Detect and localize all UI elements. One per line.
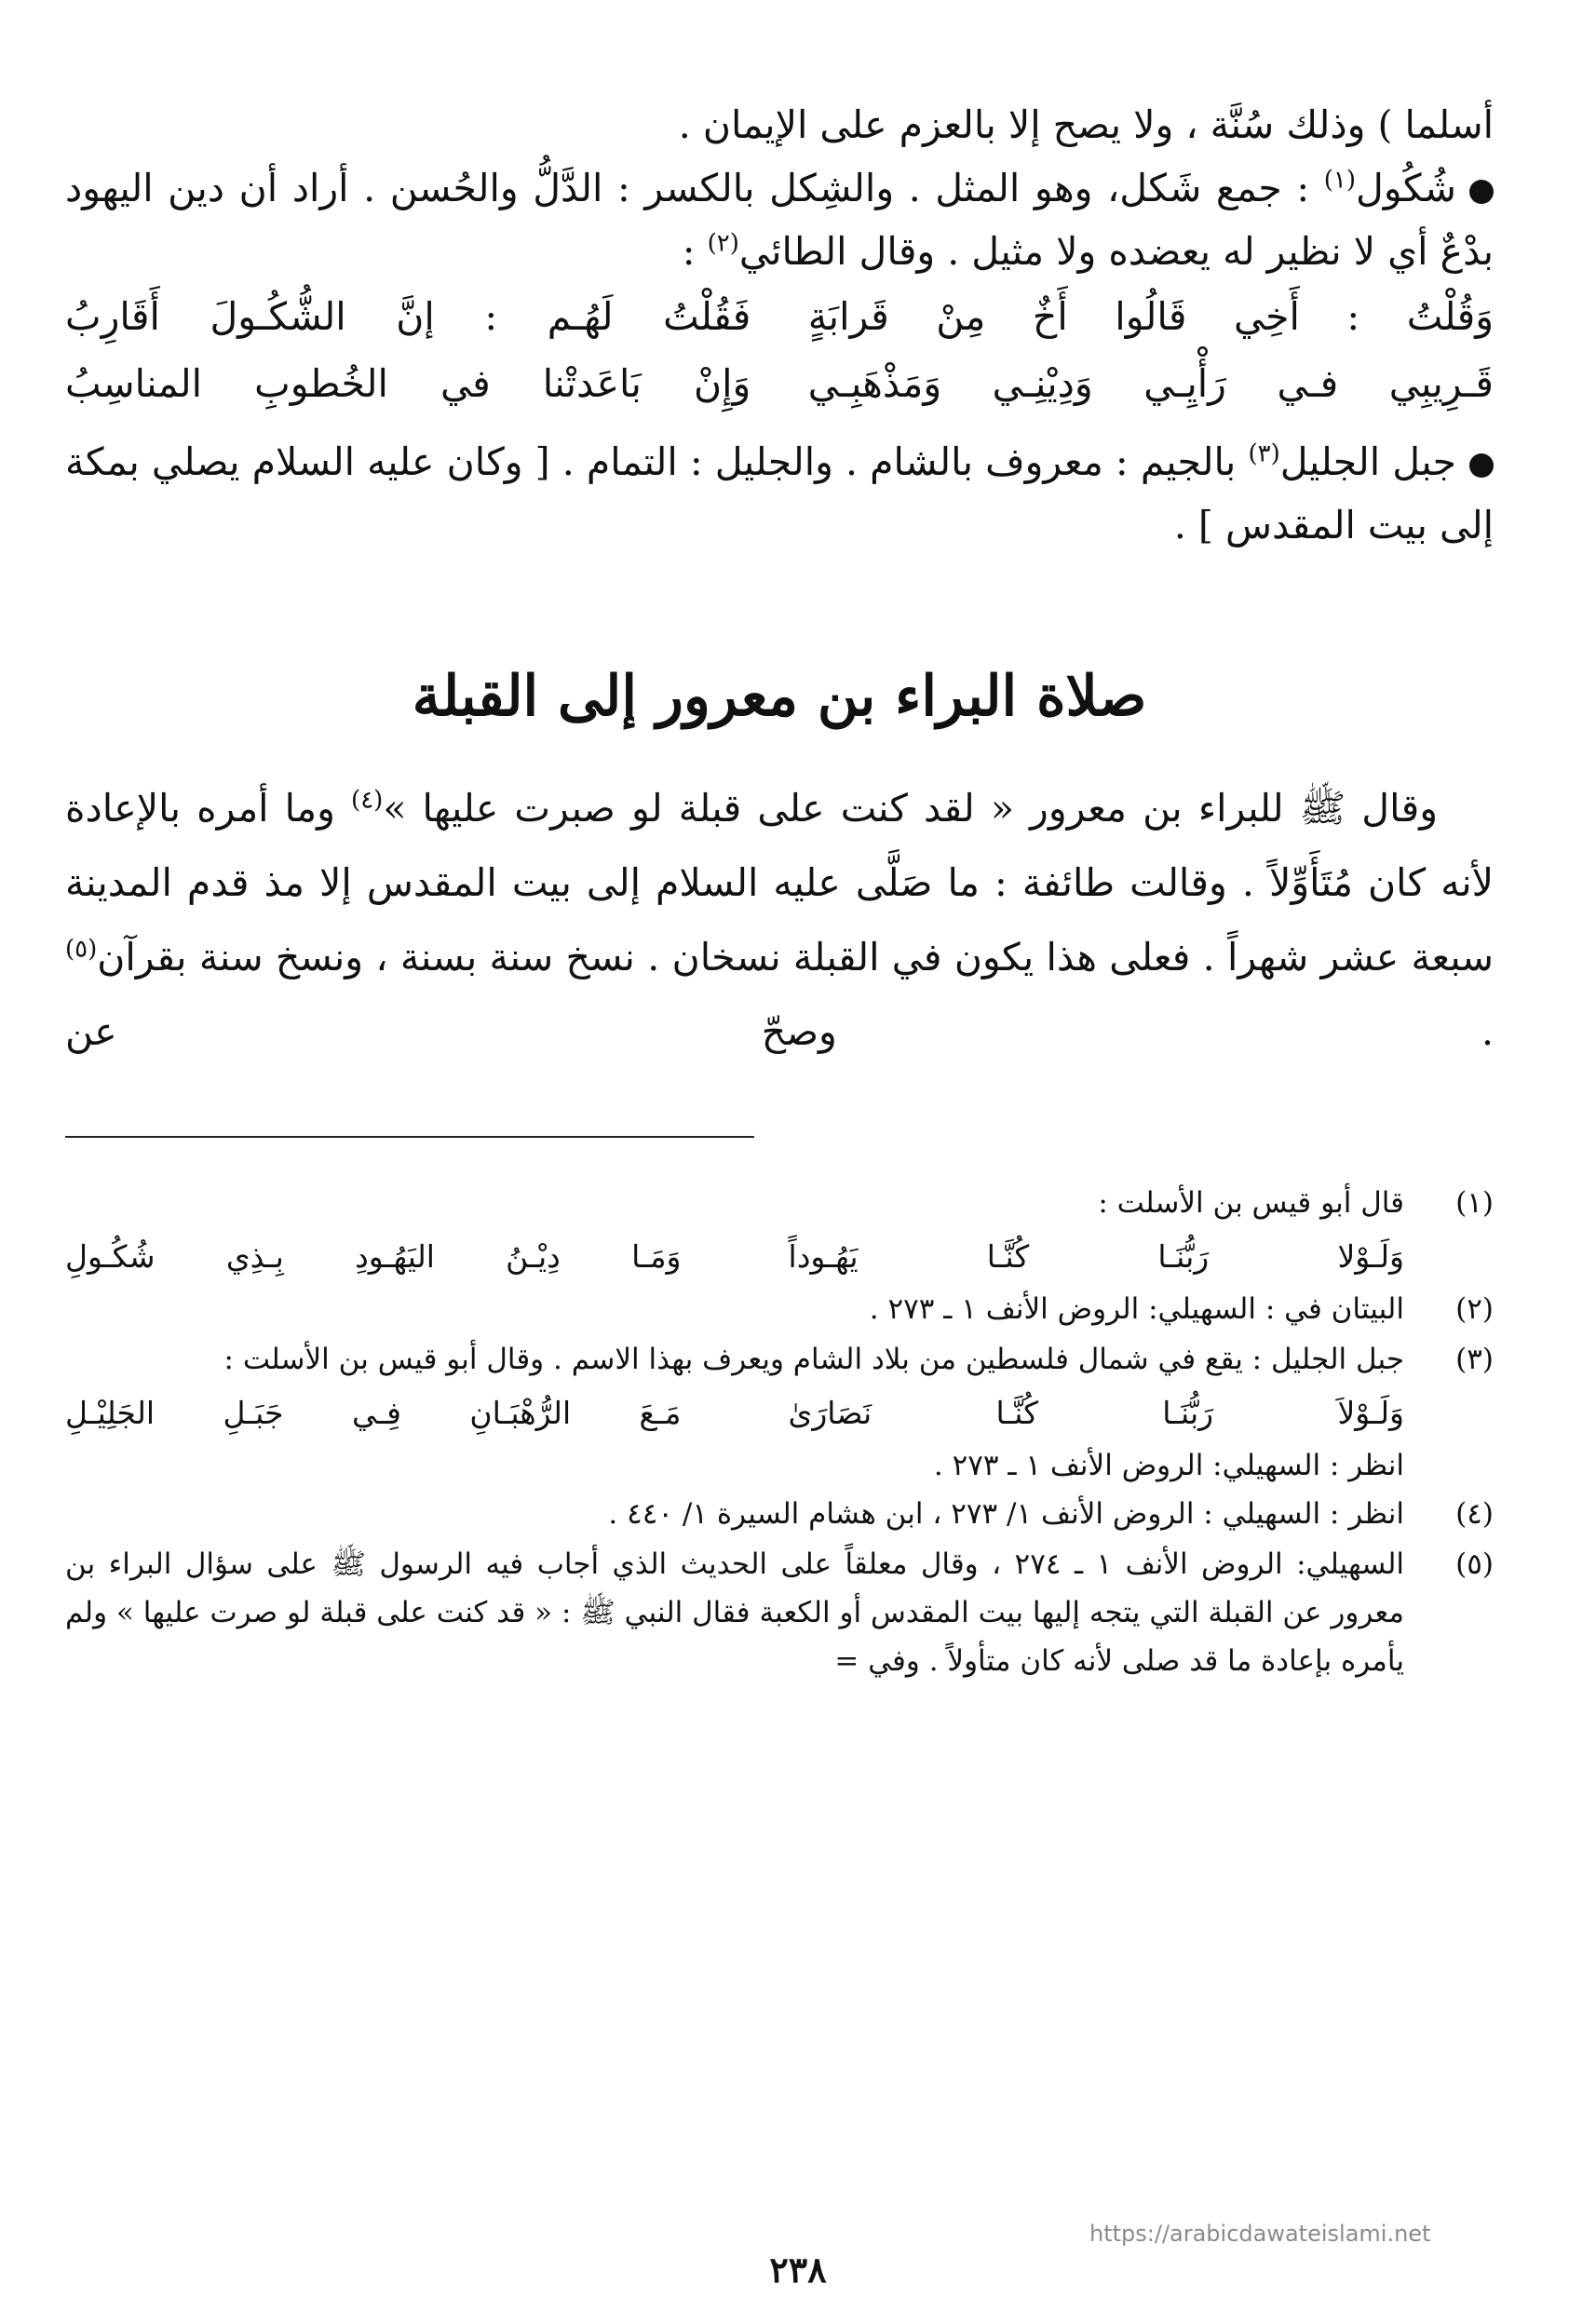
- hemistich-right: وَلَـوْلاَ رَبُّنَـا كُنَّـا نَصَارَىٰ: [788, 1395, 1404, 1431]
- section-text-1: وقال ﷺ للبراء بن معرور « لقد كنت على قبلة لو صبرت عليها »: [383, 786, 1438, 831]
- footnote-3-source: انظر : السهيلي: الروض الأنف ١ ـ ٢٧٣ .: [933, 1449, 1404, 1482]
- section-text-2: وما أمره بالإعادة لأنه كان مُتَأَوِّلاً . وقالت طائفة : ما صَلَّى عليه السلام إلى بيت المقدس إلا مذ قدم المدينة سبعة عشر شهراً . فعلى هذا يكون في القبلة نسخان . نسخ سنة بسنة ، ونسخ سنة بقرآن: [65, 786, 1494, 980]
- hemistich-right: وَقُلْتُ : أَخِي قَالُوا أَخٌ مِنْ قَرابَةٍ: [807, 294, 1494, 339]
- paragraph-shukul-end: :: [682, 229, 696, 274]
- bullet-icon: [1469, 453, 1494, 478]
- hemistich-left: وَمَـا دِيْـنُ اليَهُـودِ بِـذِي شُكُـولِ: [65, 1238, 682, 1275]
- footnote-number: (٢): [1455, 1292, 1494, 1326]
- footnote-text: السهيلي: الروض الأنف ١ ـ ٢٧٤ ، وقال معلقاً على الحديث الذي أجاب فيه الرسول ﷺ على سؤال البراء بن معرور عن القبلة التي يتجه إليها بيت المقدس أو الكعبة فقال النبي ﷺ : « قد كنت على قبلة لو صرت عليها » ولم يأمره بإعادة ما قد صلى لأنه كان متأولاً . وفي =: [65, 1547, 1405, 1678]
- watermark-url: https://arabicdawateislami.net: [1089, 2221, 1431, 2247]
- footnotes: [65, 1179, 1494, 1685]
- footnote-text: البيتان في : السهيلي: الروض الأنف ١ ـ ٢٧٣ .: [869, 1292, 1404, 1326]
- bullet-icon: [1469, 180, 1494, 204]
- footnote-number: (١): [1455, 1186, 1494, 1220]
- footnote-3: [65, 1335, 1494, 1384]
- footnote-ref: (٢): [707, 229, 739, 258]
- section-text-3: . وصحّ عن: [65, 1009, 1494, 1054]
- hemistich-right: وَلَـوْلا رَبُّنَـا كُنَّـا يَهُـوداً: [788, 1238, 1404, 1275]
- footnote-number: (٥): [1455, 1547, 1494, 1581]
- section-title: صلاة البراء بن معرور إلى القبلة: [412, 664, 1147, 729]
- hemistich-right: قَـرِيبِي فـي رَأْيِـي وَدِيْنِـي وَمَذْهَبِـي: [807, 361, 1494, 406]
- footnote-ref: (٤): [351, 786, 384, 815]
- hemistich-left: فَقُلْتُ لَهُـم : إنَّ الشُّكُـولَ أَقَارِبُ: [65, 294, 751, 339]
- section-paragraph: [65, 771, 1494, 1069]
- section-body: [65, 771, 1494, 1069]
- hemistich-left: وَإِنْ بَاعَدتْنا في الخُطوبِ المناسِبُ: [65, 361, 751, 406]
- footnote-1-verse: [65, 1229, 1494, 1285]
- hemistich-left: مَـعَ الرُّهْبَـانِ فِـي جَبَـلِ الجَلِيْـلِ: [65, 1395, 682, 1431]
- footnote-5: [65, 1540, 1494, 1685]
- term-shukul: شُكُول: [1356, 166, 1456, 210]
- paragraph-jabal-text: بالجيم : معروف بالشام . والجليل : التمام . [ وكان عليه السلام يصلي بمكة إلى بيت المقدس ] .: [65, 439, 1494, 547]
- footnote-text: قال أبو قيس بن الأسلت :: [1098, 1186, 1404, 1220]
- footnote-4: [65, 1490, 1494, 1538]
- footnote-number: (٣): [1455, 1343, 1494, 1376]
- footnote-text: جبل الجليل : يقع في شمال فلسطين من بلاد الشام ويعرف بهذا الاسم . وقال أبو قيس بن الأسلت :: [223, 1343, 1404, 1376]
- paragraph-shukul: [65, 156, 1494, 283]
- footnote-1: [65, 1179, 1494, 1227]
- footnote-ref: (٣): [1248, 439, 1280, 468]
- paragraph-shukul-text: : جمع شَكل، وهو المثل . والشِكل بالكسر : الدَّلُّ والحُسن . أراد أن دين اليهود بدْعٌ أي لا نظير له يعضده ولا مثيل . وقال الطائي: [65, 166, 1494, 274]
- document-page: [65, 93, 1494, 2297]
- poem-line-2: [65, 350, 1494, 417]
- upper-body: [65, 93, 1494, 557]
- footnote-2: [65, 1285, 1494, 1333]
- footnote-ref: (٥): [65, 935, 98, 964]
- page-number: ٢٣٨: [769, 2249, 827, 2290]
- paragraph-1: أسلما ) وذلك سُنَّة ، ولا يصح إلا بالعزم على الإيمان .: [678, 102, 1494, 147]
- term-jabal: جبل الجليل: [1279, 439, 1456, 484]
- footnote-text: انظر : السهيلي : الروض الأنف ١/ ٢٧٣ ، ابن هشام السيرة ١/ ٤٤٠ .: [608, 1497, 1404, 1531]
- poem-line-1: [65, 283, 1494, 350]
- footnote-ref: (١): [1323, 166, 1357, 195]
- footnote-number: (٤): [1455, 1497, 1494, 1531]
- footnote-3-verse: [65, 1385, 1494, 1441]
- paragraph-jabal: [65, 430, 1494, 557]
- footnote-divider: [65, 1136, 754, 1138]
